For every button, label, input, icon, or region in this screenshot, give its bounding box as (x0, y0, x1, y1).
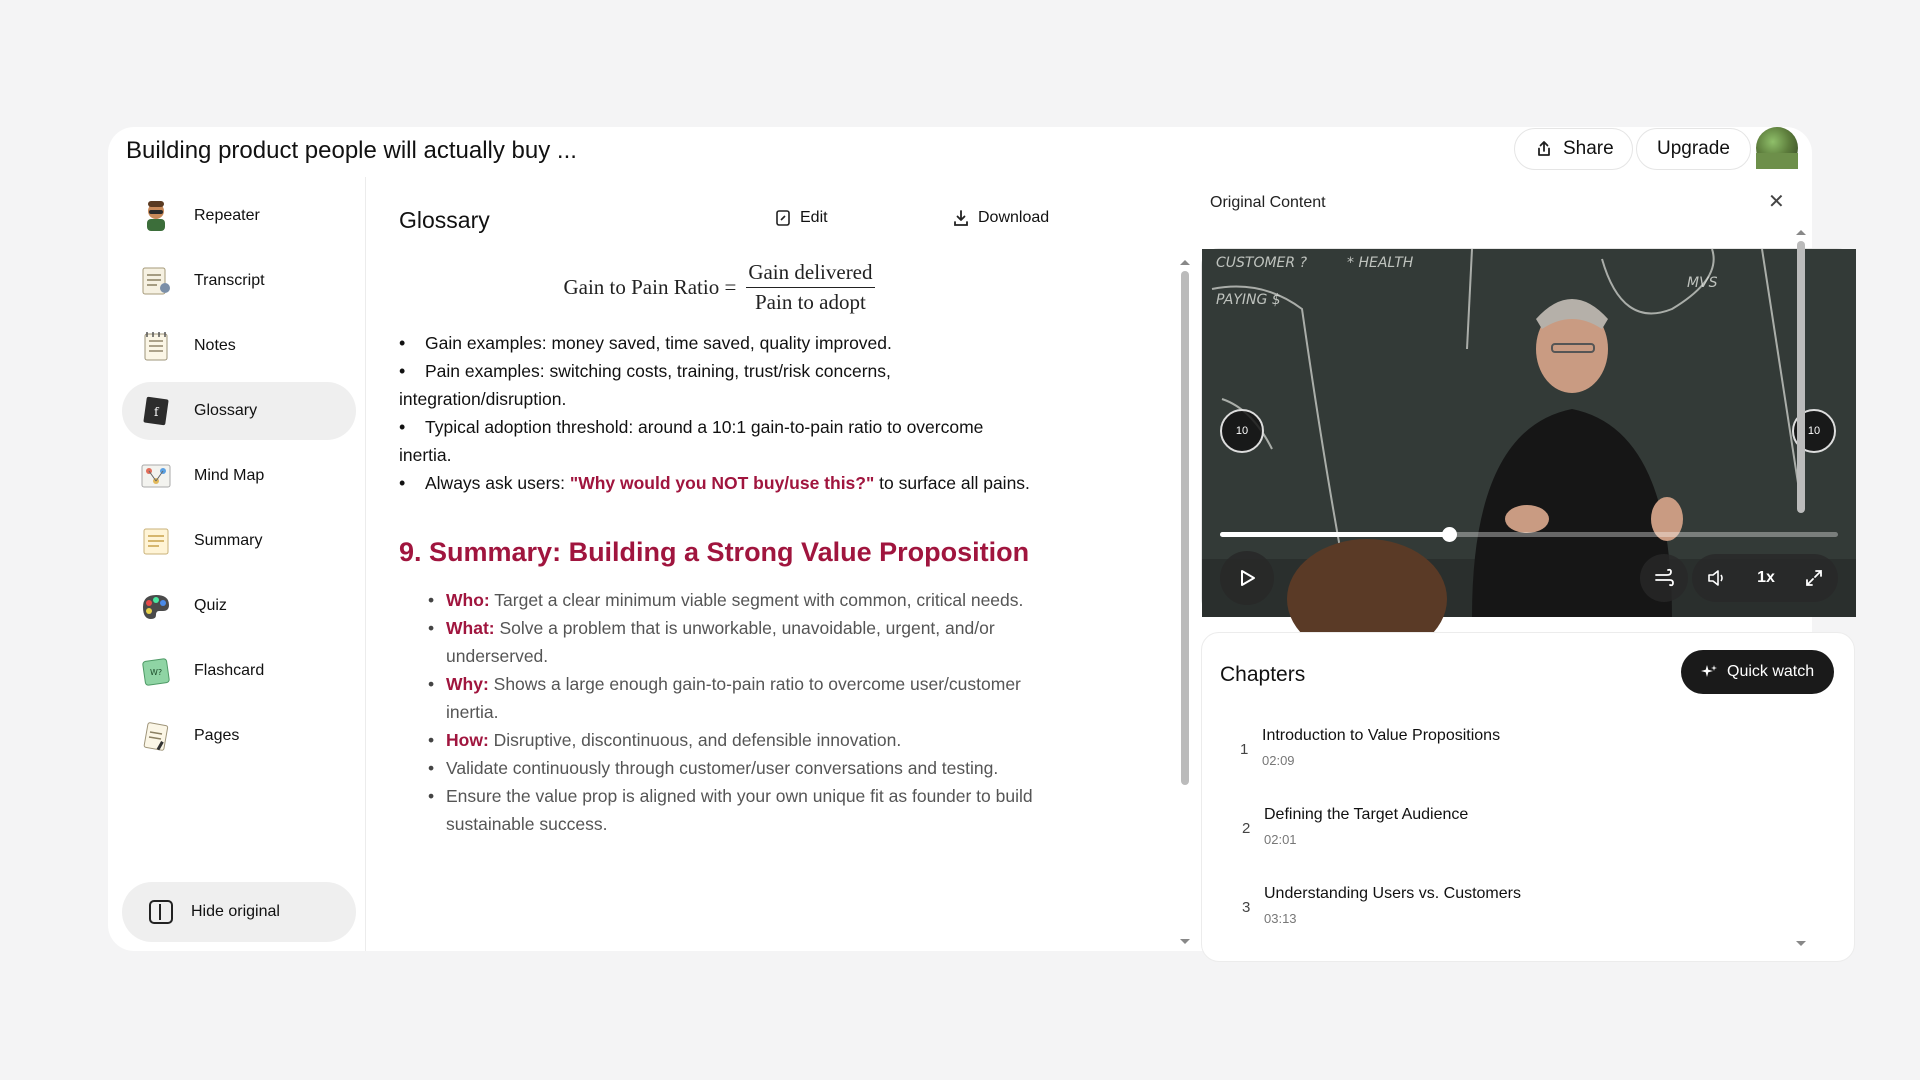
right-scrollbar[interactable] (1794, 227, 1808, 949)
pages-icon (138, 718, 174, 754)
download-icon (952, 209, 970, 227)
progress-fill (1220, 532, 1449, 537)
share-icon (1535, 140, 1553, 158)
chapter-name: Introduction to Value Propositions (1262, 727, 1501, 744)
avatar[interactable] (1756, 127, 1798, 169)
list-item: • Always ask users: "Why would you NOT buy/use this?" to surface all pains. (399, 469, 1039, 497)
sidebar-item-label: Summary (194, 532, 263, 549)
download-button[interactable] (952, 209, 1049, 227)
repeater-icon (138, 198, 174, 234)
chapter-name: Defining the Target Audience (1264, 806, 1469, 823)
wind-icon (1653, 567, 1675, 589)
upgrade-label: Upgrade (1657, 138, 1730, 159)
share-button[interactable] (1514, 128, 1633, 170)
highlight-question: "Why would you NOT buy/use this?" (569, 473, 875, 493)
upgrade-button[interactable] (1636, 128, 1751, 170)
sidebar-item-mind-map[interactable] (122, 447, 356, 505)
sidebar-item-label: Repeater (194, 207, 260, 224)
gain-pain-formula (399, 257, 1039, 317)
svg-text:W?: W? (150, 668, 163, 677)
sidebar-item-label: Transcript (194, 272, 265, 289)
panel-title: Original Content (1210, 194, 1326, 211)
sidebar-item-label: Glossary (194, 402, 258, 419)
sparkle-icon (1701, 664, 1717, 680)
sidebar-item-label: Notes (194, 337, 236, 354)
scroll-up-icon (1794, 227, 1808, 237)
sidebar-item-label: Flashcard (194, 662, 265, 679)
sidebar-item-pages[interactable] (122, 707, 356, 765)
chapter-time: 02:09 (1262, 753, 1295, 768)
skip-forward-label: 10 (1807, 425, 1821, 437)
chapters-card (1201, 632, 1855, 962)
volume-icon[interactable] (1706, 567, 1728, 589)
formula-numerator: Gain delivered (746, 260, 874, 288)
sidebar-item-notes[interactable] (122, 317, 356, 375)
list-item: • How: Disruptive, discontinuous, and defensible innovation. (446, 726, 1039, 754)
sidebar-item-summary[interactable] (122, 512, 356, 570)
formula-lhs: Gain to Pain Ratio = (563, 274, 737, 299)
chapter-time: 03:13 (1264, 911, 1297, 926)
glossary-icon (138, 393, 174, 429)
sidebar-item-repeater[interactable] (122, 187, 356, 245)
video-progress-bar[interactable] (1220, 532, 1838, 537)
original-content-panel (1186, 177, 1821, 951)
scroll-down-icon (1794, 939, 1808, 949)
hide-original-button[interactable] (122, 882, 356, 942)
chapter-number: 2 (1242, 820, 1251, 837)
list-item: • Why: Shows a large enough gain-to-pain ratio to overcome user/customer inertia. (446, 670, 1039, 726)
mind-map-icon (138, 458, 174, 494)
list-item: • What: Solve a problem that is unworkable, unavoidable, urgent, and/or underserved. (446, 614, 1039, 670)
edit-icon (774, 209, 792, 227)
quick-watch-button[interactable] (1681, 650, 1834, 694)
playback-speed-button[interactable]: 1x (1757, 569, 1775, 586)
svg-text:f: f (154, 405, 159, 419)
glossary-content (399, 257, 1039, 838)
download-label: Download (978, 209, 1050, 226)
list-item: • Pain examples: switching costs, training, trust/risk concerns, integration/disruption. (399, 357, 1039, 413)
svg-text:* HEALTH: * HEALTH (1347, 255, 1414, 271)
glossary-bullets (399, 329, 1039, 497)
svg-text:MVS: MVS (1687, 275, 1718, 291)
formula-denominator: Pain to adopt (755, 289, 866, 314)
sidebar-item-label: Mind Map (194, 467, 265, 484)
edit-button[interactable] (774, 209, 828, 227)
split-panel-icon (149, 900, 173, 924)
sidebar-item-flashcard[interactable] (122, 642, 356, 700)
page-title: Glossary (399, 207, 490, 233)
close-icon[interactable]: ✕ (1768, 191, 1785, 213)
summary-heading: 9. Summary: Building a Strong Value Proposition (399, 537, 1030, 567)
formula-fraction (746, 260, 874, 315)
sidebar-item-label: Pages (194, 727, 240, 744)
play-icon (1237, 568, 1257, 588)
chapter-item[interactable] (1220, 721, 1820, 781)
chapter-number: 3 (1242, 899, 1251, 916)
sidebar-item-quiz[interactable] (122, 577, 356, 635)
quick-watch-label: Quick watch (1727, 663, 1815, 680)
transcript-icon (138, 263, 174, 299)
captions-button[interactable] (1640, 554, 1688, 602)
chapter-time: 02:01 (1264, 832, 1297, 847)
svg-text:PAYING $: PAYING $ (1216, 292, 1281, 308)
chapter-item[interactable] (1220, 879, 1820, 939)
skip-back-button[interactable] (1220, 409, 1264, 453)
svg-text:CUSTOMER ?: CUSTOMER ? (1216, 255, 1308, 271)
notes-icon (138, 328, 174, 364)
list-item: • Who: Target a clear minimum viable segment with common, critical needs. (446, 586, 1039, 614)
progress-handle[interactable] (1442, 527, 1457, 542)
flashcard-icon (138, 653, 174, 689)
edit-label: Edit (800, 209, 828, 226)
top-bar (108, 127, 1812, 177)
list-item: • Gain examples: money saved, time saved, quality improved. (399, 329, 1039, 357)
hide-original-label: Hide original (191, 903, 280, 920)
chapter-item[interactable] (1220, 800, 1820, 860)
skip-back-label: 10 (1235, 425, 1249, 437)
video-player[interactable] (1201, 248, 1855, 616)
chapter-name: Understanding Users vs. Customers (1264, 885, 1521, 902)
list-item: • Ensure the value prop is aligned with your own unique fit as founder to build sustainable success. (446, 782, 1039, 838)
app-window (108, 127, 1821, 951)
sidebar (108, 177, 366, 951)
share-label: Share (1563, 138, 1614, 159)
sidebar-item-glossary[interactable] (122, 382, 356, 440)
summary-list (399, 586, 1039, 838)
sidebar-item-label: Quiz (194, 597, 227, 614)
play-button[interactable] (1220, 551, 1274, 605)
quiz-icon (138, 588, 174, 624)
scroll-thumb[interactable] (1797, 241, 1805, 513)
list-item: • Typical adoption threshold: around a 10:1 gain-to-pain ratio to overcome inertia. (399, 413, 1039, 469)
chapter-number: 1 (1240, 741, 1249, 758)
chapters-title: Chapters (1220, 663, 1306, 686)
list-item: • Validate continuously through customer/user conversations and testing. (446, 754, 1039, 782)
summary-icon (138, 523, 174, 559)
main-panel (366, 177, 1186, 951)
sidebar-item-transcript[interactable] (122, 252, 356, 310)
document-title: Building product people will actually buy ... (126, 137, 577, 164)
video-controls (1692, 554, 1838, 602)
